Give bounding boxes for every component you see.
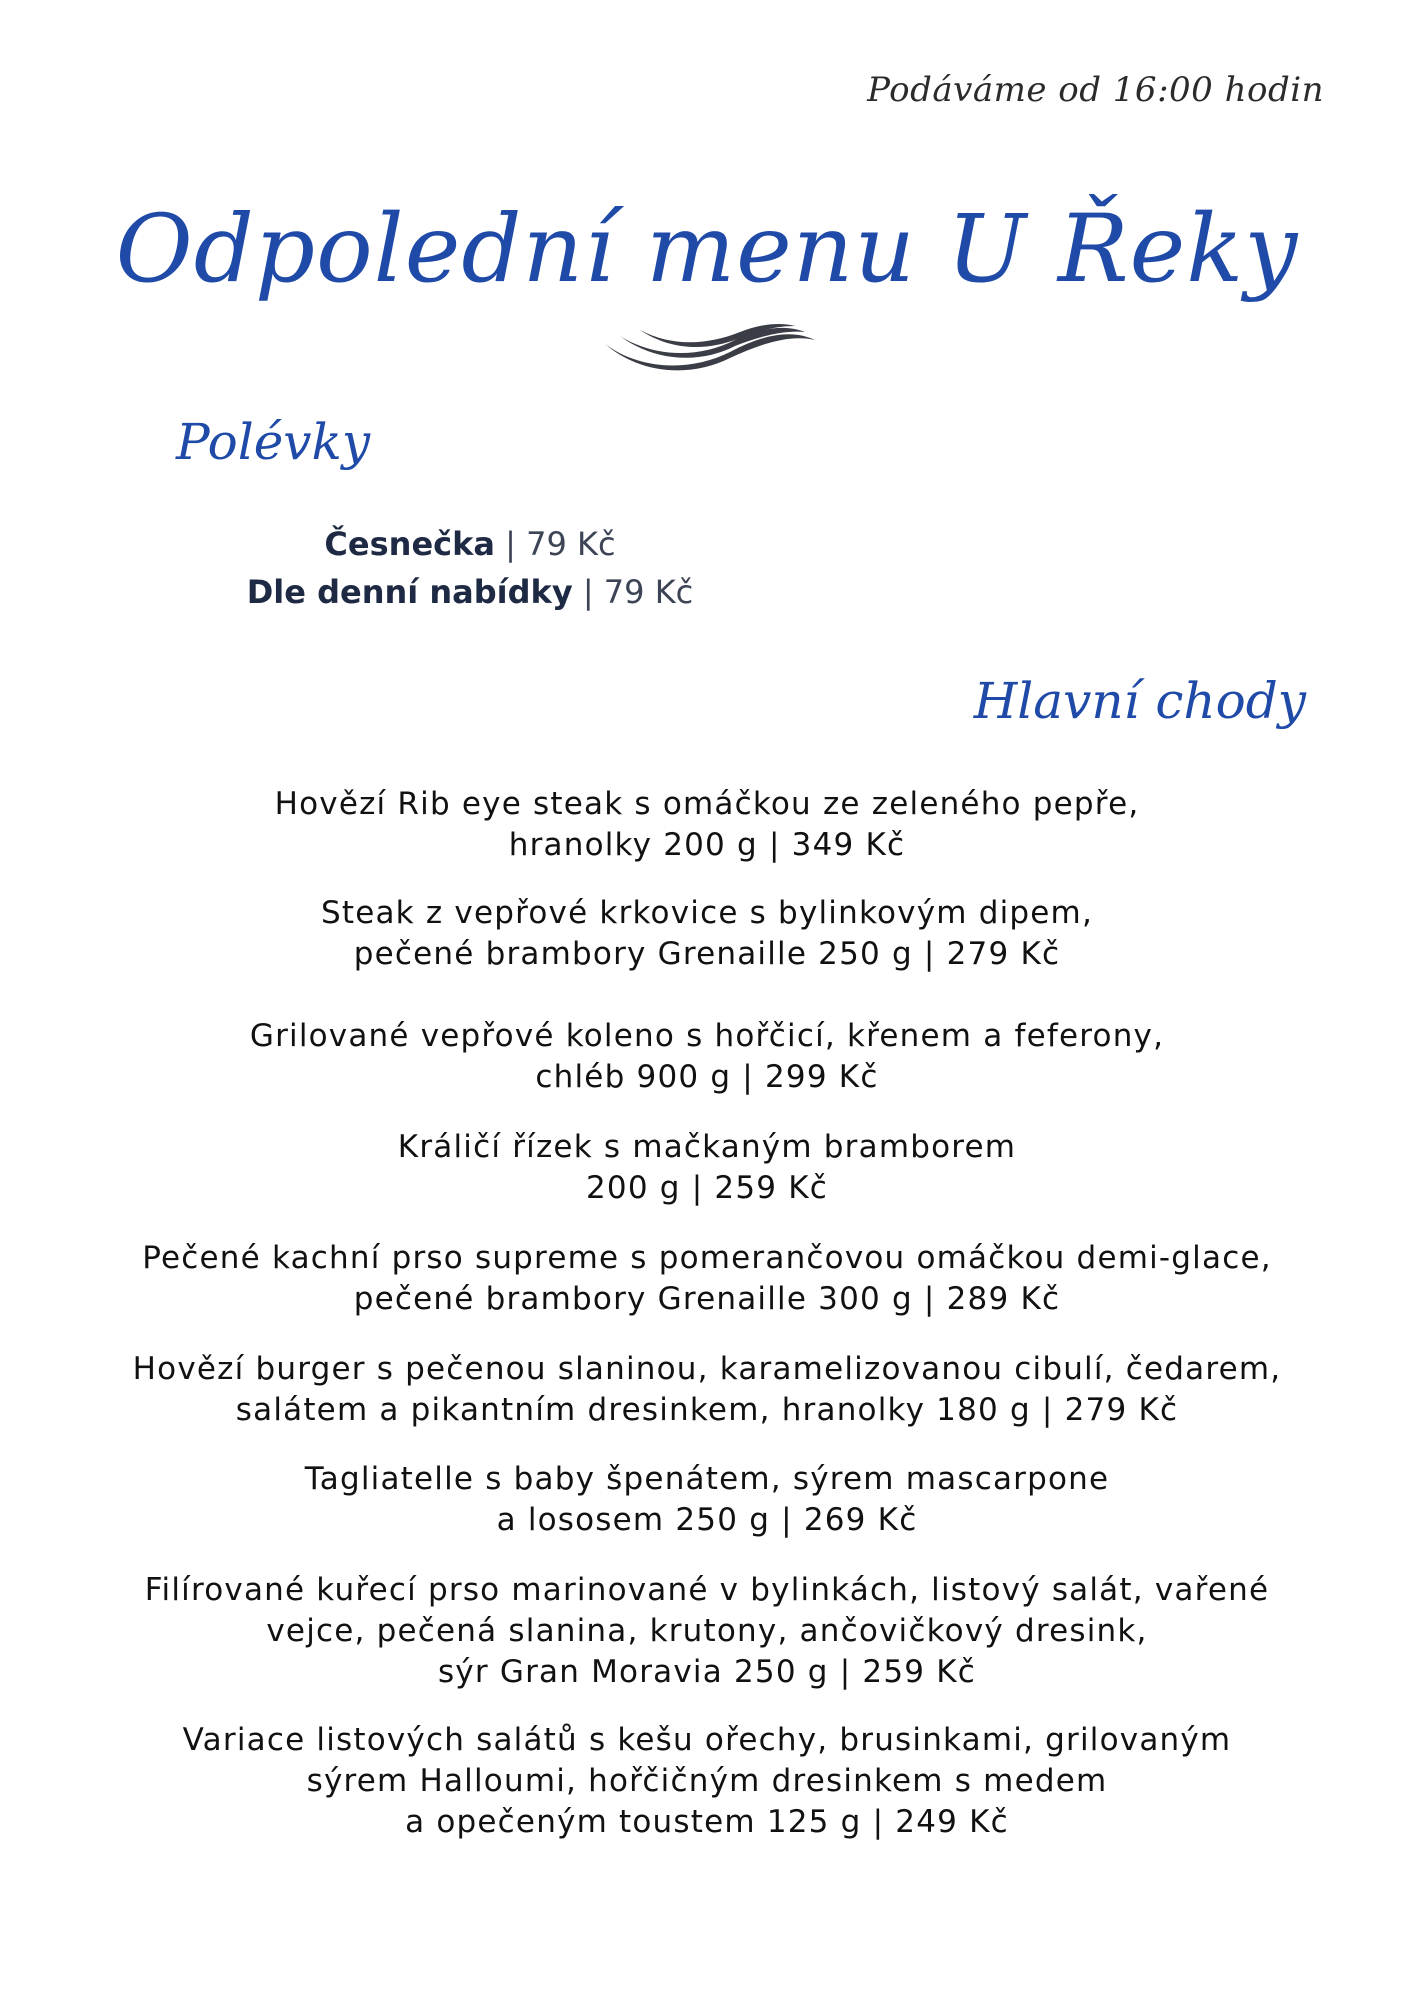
soups-heading: Polévky — [176, 413, 371, 471]
dish-item — [0, 1459, 1414, 1541]
dish-item — [0, 1720, 1414, 1843]
dish-line: Tagliatelle s baby špenátem, sýrem mascarpone — [304, 1461, 1110, 1497]
dish-item — [0, 784, 1414, 866]
dish-line: sýr Gran Moravia 250 g | 259 Kč — [437, 1654, 977, 1690]
dish-line: Variace listových salátů s kešu ořechy, brusinkami, grilovaným — [182, 1722, 1232, 1758]
serving-time: Podáváme od 16:00 hodin — [867, 70, 1324, 110]
dish-item — [0, 1127, 1414, 1209]
dish-item — [0, 1349, 1414, 1431]
menu-title: Odpolední menu U Řeky — [115, 195, 1299, 304]
dish-line: Hovězí Rib eye steak s omáčkou ze zeleného pepře, — [274, 786, 1140, 822]
dish-item — [0, 893, 1414, 975]
dish-line: Hovězí burger s pečenou slaninou, karamelizovanou cibulí, čedarem, — [132, 1351, 1282, 1387]
soup-item — [0, 568, 940, 616]
dish-line: hranolky 200 g | 349 Kč — [508, 827, 906, 863]
dish-line: pečené brambory Grenaille 250 g | 279 Kč — [353, 936, 1061, 972]
soup-separator: | — [505, 525, 516, 563]
dish-line: a opečeným toustem 125 g | 249 Kč — [405, 1804, 1009, 1840]
dish-line: Grilované vepřové koleno s hořčicí, křenem a feferony, — [249, 1018, 1165, 1054]
dish-line: Pečené kachní prso supreme s pomerančovou omáčkou demi-glace, — [142, 1240, 1272, 1276]
dish-line: sýrem Halloumi, hořčičným dresinkem s medem — [306, 1763, 1108, 1799]
mains-heading: Hlavní chody — [973, 672, 1306, 730]
soup-price: 79 Kč — [526, 525, 616, 563]
dish-line: Steak z vepřové krkovice s bylinkovým dipem, — [320, 895, 1094, 931]
soups-list — [0, 520, 940, 616]
dish-line: pečené brambory Grenaille 300 g | 289 Kč — [353, 1281, 1061, 1317]
dish-line: a lososem 250 g | 269 Kč — [496, 1502, 918, 1538]
soup-name: Česnečka — [324, 525, 495, 563]
dish-item — [0, 1238, 1414, 1320]
dish-item — [0, 1016, 1414, 1098]
soup-item — [0, 520, 940, 568]
wave-swoosh-icon — [600, 322, 820, 382]
soup-separator: | — [582, 573, 594, 611]
dish-item — [0, 1570, 1414, 1693]
dish-line: Králičí řízek s mačkaným bramborem — [397, 1129, 1017, 1165]
soup-name: Dle denní nabídky — [246, 573, 573, 611]
dish-line: vejce, pečená slanina, krutony, ančovičkový dresink, — [266, 1613, 1148, 1649]
soup-price: 79 Kč — [603, 573, 694, 611]
dish-line: chléb 900 g | 299 Kč — [535, 1059, 879, 1095]
dish-line: Filírované kuřecí prso marinované v bylinkách, listový salát, vařené — [144, 1572, 1270, 1608]
dish-line: salátem a pikantním dresinkem, hranolky 180 g | 279 Kč — [235, 1392, 1179, 1428]
dish-line: 200 g | 259 Kč — [585, 1170, 829, 1206]
